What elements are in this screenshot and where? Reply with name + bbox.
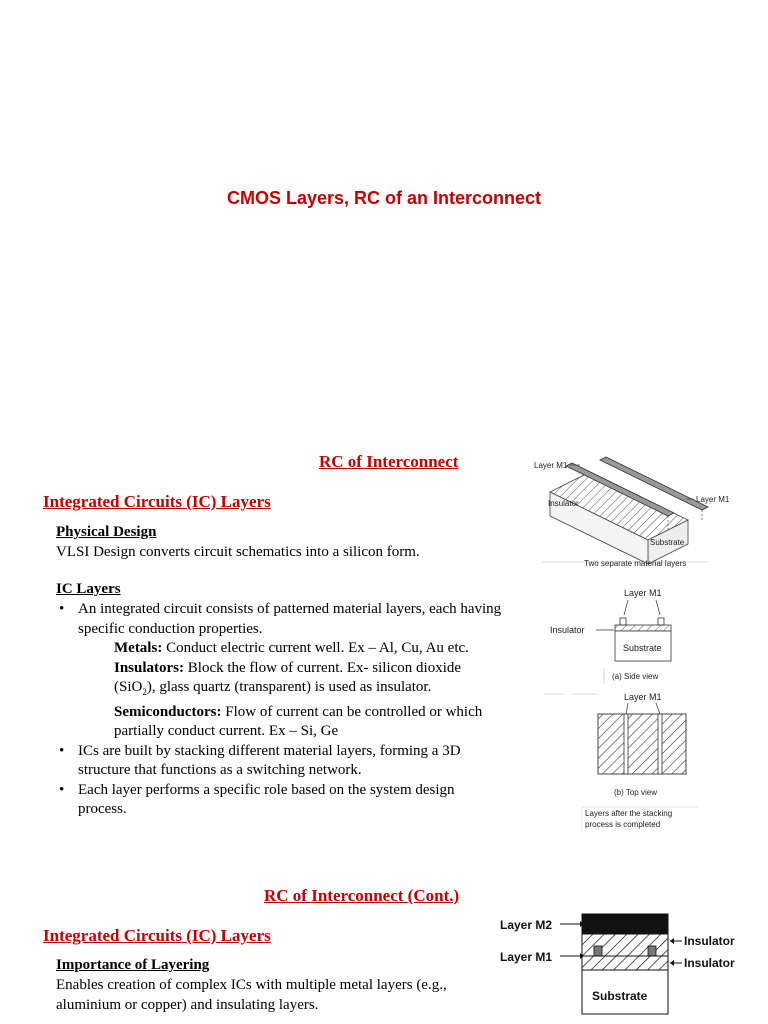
slide-title: RC of Interconnect [319, 452, 459, 471]
importance-text: Enables creation of complex ICs with multiple metal layers (e.g., aluminium or copper) and insulating layers. [56, 977, 447, 1013]
substrate-label: Substrate [623, 643, 662, 653]
section-subtitle: Integrated Circuits (IC) Layers [43, 926, 271, 945]
insulator-label: Insulator [550, 625, 585, 635]
insulator-label: Insulator [684, 934, 735, 948]
list-item: • ICs are built by stacking different material layers, forming a 3D structure that functions as a switching network. [56, 742, 506, 781]
metals-item: Metals: Conduct electric current well. Ex – Al, Cu, Au etc. [114, 640, 469, 656]
metal-layers-figure [496, 906, 768, 1024]
layer-m1-label: Layer M1 [500, 950, 553, 964]
three-d-layers-drawing [550, 457, 708, 564]
ic-layers-heading: IC Layers [56, 581, 121, 597]
section-subtitle: Integrated Circuits (IC) Layers [43, 492, 271, 511]
top-view-caption: (b) Top view [614, 788, 657, 797]
figure-caption: process is completed [585, 820, 661, 829]
insulators-item: Insulators: Block the flow of current. Ex- silicon dioxide (SiO$_2$), glass quartz (transparent) is used as insulator. [114, 659, 462, 697]
physical-design-heading: Physical Design [56, 524, 157, 540]
layer-m1-label: Layer M1 [696, 495, 730, 504]
page-title: CMOS Layers, RC of an Interconnect [226, 188, 542, 208]
slide-title: RC of Interconnect (Cont.) [264, 886, 460, 905]
layer-m1-label: Layer M1 [624, 692, 662, 702]
list-item: • An integrated circuit consists of patterned material layers, each having specific conduction properties. [56, 600, 506, 639]
list-item: • Each layer performs a specific role based on the system design process. [56, 781, 506, 820]
substrate-label: Substrate [650, 538, 685, 547]
layer-m2-label: Layer M2 [500, 918, 553, 932]
insulator-label: Insulator [684, 956, 735, 970]
side-view-caption: (a) Side view [612, 672, 659, 681]
layer-m1-label: Layer M1 [624, 588, 662, 598]
figure-caption: Two separate material layers [584, 559, 687, 568]
substrate-label: Substrate [592, 989, 648, 1003]
layer-stack-figure [528, 452, 738, 842]
ic-layers-list [56, 600, 506, 820]
figure-caption: Layers after the stacking [585, 809, 673, 818]
physical-design-text: VLSI Design converts circuit schematics into a silicon form. [56, 544, 420, 560]
layer-m1-label: Layer M1 [534, 461, 568, 470]
insulator-label: Insulator [548, 499, 579, 508]
semiconductors-item: Semiconductors: Flow of current can be controlled or which partially conduct current. Ex – Si, Ge [114, 703, 483, 739]
importance-heading: Importance of Layering [56, 957, 210, 973]
